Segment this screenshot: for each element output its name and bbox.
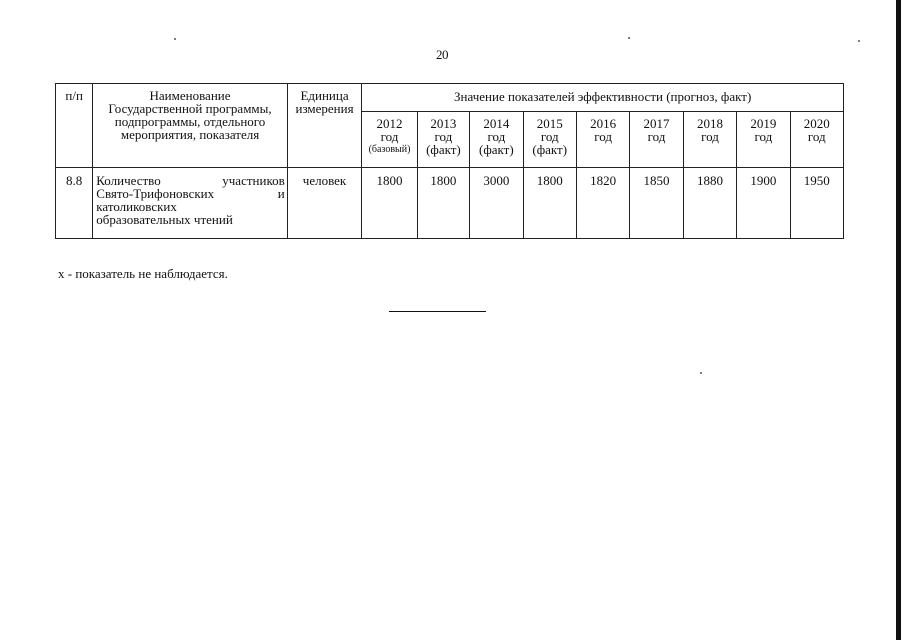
year-label: 2017 (643, 116, 670, 131)
header-unit (287, 84, 362, 168)
header-year-2020 (790, 112, 843, 168)
value-cell: 1950 (790, 168, 843, 239)
value-cell: 1800 (523, 168, 576, 239)
header-year-2016 (576, 112, 629, 168)
header-name-line: Наименование (149, 88, 231, 103)
header-year-2019 (737, 112, 790, 168)
value-cell: 1850 (630, 168, 683, 239)
year-note: (факт) (478, 142, 514, 157)
header-name-line: Государственной программы, (108, 101, 272, 116)
year-word: год (380, 129, 399, 144)
row-name-line: Количество участников (96, 173, 285, 188)
row-unit: человек (287, 168, 362, 239)
year-word: год (701, 129, 719, 144)
header-name-line: мероприятия, показателя (120, 127, 260, 142)
value-cell: 1820 (576, 168, 629, 239)
row-num: 8.8 (56, 168, 93, 239)
year-label: 2019 (750, 116, 777, 131)
year-label: 2015 (536, 116, 563, 131)
year-label: 2018 (696, 116, 723, 131)
year-word: год (487, 129, 506, 144)
year-label: 2020 (803, 116, 830, 131)
year-label: 2012 (376, 116, 403, 131)
header-year-2012 (362, 112, 417, 168)
year-word: год (434, 129, 453, 144)
row-name-line: образовательных чтений (96, 212, 233, 227)
value-cell: 3000 (470, 168, 523, 239)
header-unit-line: Единица (300, 88, 349, 103)
header-year-2013 (417, 112, 469, 168)
year-word: год (647, 129, 666, 144)
year-word: год (540, 129, 559, 144)
indicators-table (55, 83, 844, 239)
year-label: 2014 (483, 116, 510, 131)
year-note: (факт) (532, 142, 568, 157)
row-name-line: католиковских (96, 199, 177, 214)
scan-speck (700, 372, 702, 374)
header-year-2017 (630, 112, 683, 168)
value-cell: 1800 (417, 168, 469, 239)
year-note: (факт) (426, 142, 461, 157)
year-label: 2013 (430, 116, 457, 131)
value-cell: 1880 (683, 168, 736, 239)
header-values: Значение показателей эффективности (прогноз, факт) (362, 84, 844, 112)
scan-speck (174, 38, 176, 40)
header-year-2015 (523, 112, 576, 168)
year-note: (базовый) (368, 144, 411, 155)
year-word: год (754, 129, 773, 144)
footnote: х - показатель не наблюдается. (58, 266, 228, 281)
row-name-line: Свято-Трифоновских и (96, 186, 285, 201)
header-year-2014 (470, 112, 523, 168)
scan-speck (858, 40, 860, 42)
header-name-line: подпрограммы, отдельного (114, 114, 266, 129)
header-row-1 (56, 84, 844, 112)
header-num: п/п (56, 84, 93, 168)
year-label: 2016 (590, 116, 617, 131)
header-year-2018 (683, 112, 736, 168)
header-name (93, 84, 287, 168)
table-row (56, 168, 844, 239)
header-unit-line: измерения (295, 101, 354, 116)
value-cell: 1900 (737, 168, 790, 239)
row-name (93, 168, 287, 239)
closing-rule (389, 311, 486, 312)
year-word: год (594, 129, 613, 144)
value-cell: 1800 (362, 168, 417, 239)
scan-edge (896, 0, 901, 640)
page-number: 20 (436, 47, 448, 62)
year-word: год (807, 129, 826, 144)
scan-speck (628, 37, 630, 39)
